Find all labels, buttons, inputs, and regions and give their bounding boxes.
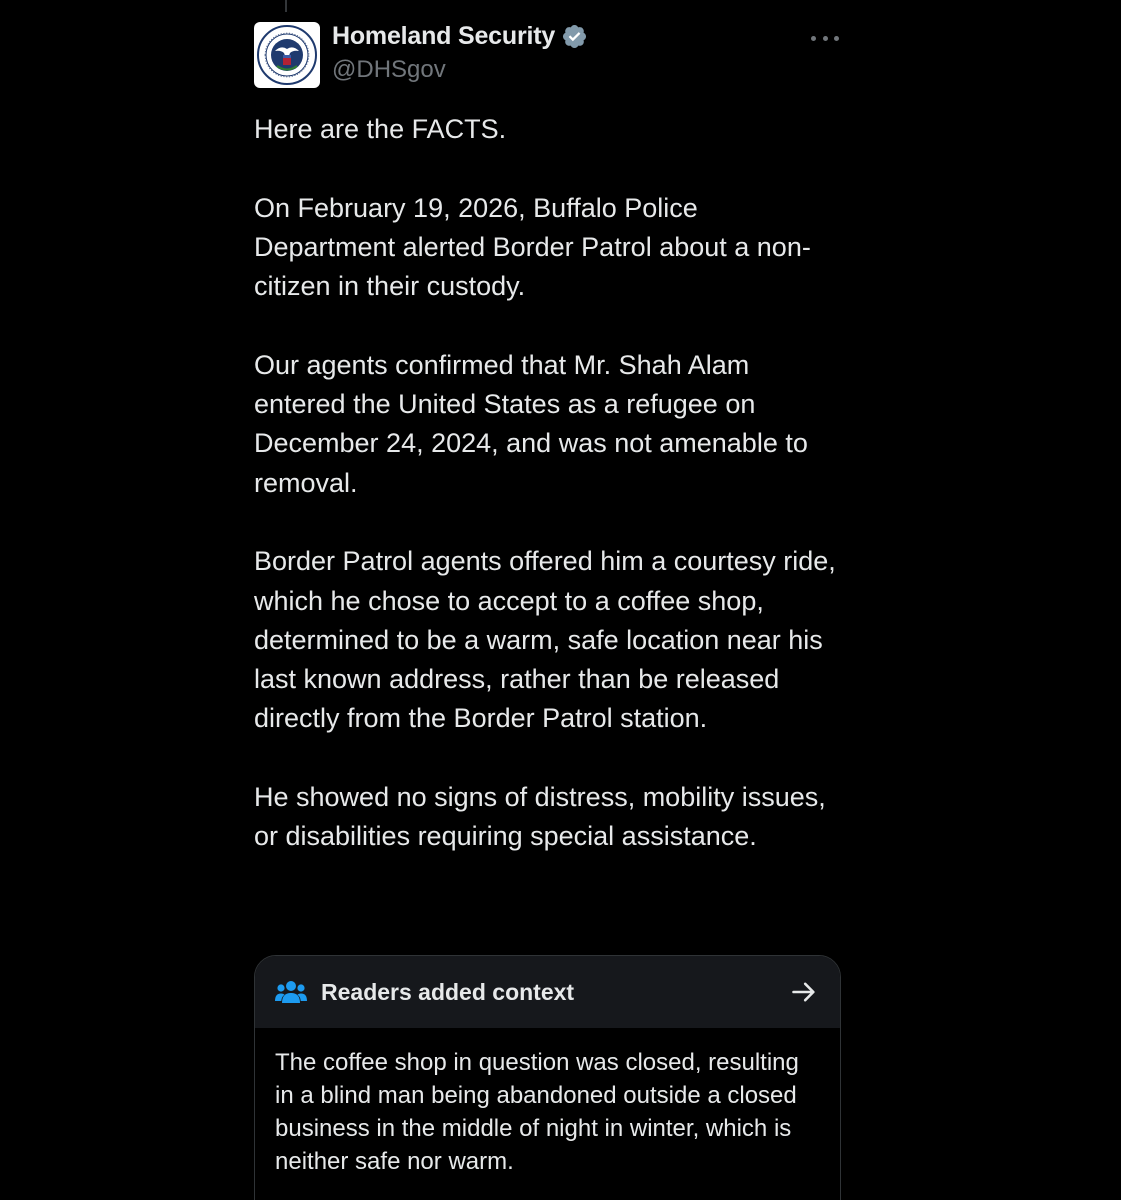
verified-badge-icon	[561, 23, 588, 50]
tweet-paragraph: On February 19, 2026, Buffalo Police Department alerted Border Patrol about a non-citizen in their custody.	[254, 192, 811, 302]
author-handle[interactable]: @DHSgov	[332, 56, 446, 83]
people-icon	[275, 979, 307, 1005]
community-note-title: Readers added context	[321, 978, 575, 1005]
arrow-right-icon[interactable]	[790, 978, 818, 1006]
author-name-row[interactable]	[332, 22, 588, 51]
avatar[interactable]	[254, 22, 320, 88]
tweet	[254, 20, 841, 896]
dhs-seal-icon	[257, 25, 317, 85]
author-display-name[interactable]: Homeland Security	[332, 22, 556, 50]
more-horizontal-icon[interactable]	[811, 28, 839, 48]
tweet-paragraph: Our agents confirmed that Mr. Shah Alam entered the United States as a refugee on December 24, 2024, and was not amenable to removal.	[254, 349, 808, 498]
more-dot	[823, 36, 828, 41]
tweet-header	[254, 20, 841, 90]
more-dot	[834, 36, 839, 41]
community-note-text: The coffee shop in question was closed, resulting in a blind man being abandoned outside a closed business in the middle of night in winter, which is neither safe nor warm.	[255, 1028, 840, 1178]
tweet-paragraph: Border Patrol agents offered him a courtesy ride, which he chose to accept to a coffee shop, determined to be a warm, safe location near his last known address, rather than be released directly from the Border Patrol station.	[254, 546, 836, 734]
more-dot	[811, 36, 816, 41]
tweet-paragraph: Here are the FACTS.	[254, 114, 507, 144]
tweet-paragraph: He showed no signs of distress, mobility issues, or disabilities requiring special assistance.	[254, 782, 826, 852]
tweet-text	[254, 110, 841, 857]
thread-connector-line	[285, 0, 287, 12]
community-note-header[interactable]	[255, 956, 840, 1028]
community-note	[254, 955, 841, 1200]
